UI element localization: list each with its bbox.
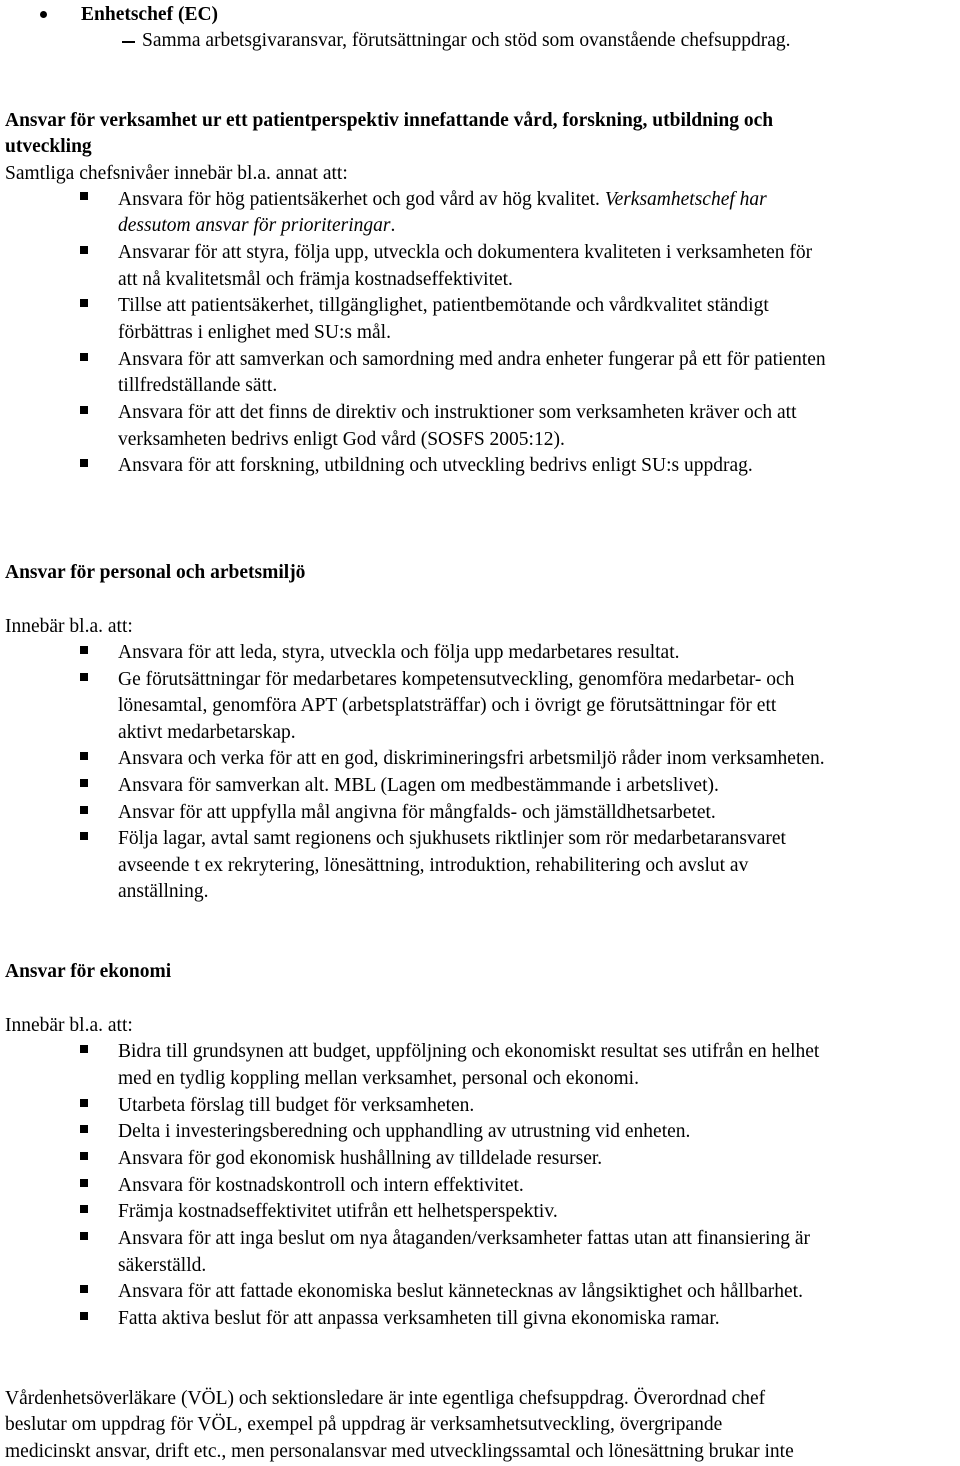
square-bullet-icon bbox=[80, 832, 88, 840]
square-bullet-icon bbox=[80, 646, 88, 654]
list-item: Ansvarar för att styra, följa upp, utveckla och dokumentera kvaliteten i verksamheten för bbox=[118, 242, 813, 263]
list-item: Ansvara för kostnadskontroll och intern effektivitet. bbox=[118, 1175, 524, 1196]
list-item: Ansvara för att fattade ekonomiska beslut kännetecknas av långsiktighet och hållbarhet. bbox=[118, 1281, 803, 1302]
list-item-cont: förbättras i enlighet med SU:s mål. bbox=[118, 322, 391, 343]
closing-line2: beslutar om uppdrag för VÖL, exempel på uppdrag är verksamhetsutveckling, övergripande bbox=[5, 1414, 723, 1435]
square-bullet-icon bbox=[80, 1125, 88, 1133]
section3-intro: Innebär bl.a. att: bbox=[5, 1015, 133, 1036]
square-bullet-icon bbox=[80, 673, 88, 681]
list-item: Ansvara för att leda, styra, utveckla och följa upp medarbetares resultat. bbox=[118, 642, 680, 663]
square-bullet-icon bbox=[80, 752, 88, 760]
list-item: Tillse att patientsäkerhet, tillgänglighet, patientbemötande och vårdkvalitet ständigt bbox=[118, 295, 769, 316]
square-bullet-icon bbox=[80, 1232, 88, 1240]
square-bullet-icon bbox=[80, 1152, 88, 1160]
list-item: Ansvara för att samverkan och samordning med andra enheter fungerar på ett för patienten bbox=[118, 349, 826, 370]
list-item-cont: anställning. bbox=[118, 881, 209, 902]
dash-icon bbox=[122, 41, 135, 43]
section1-heading-line1: Ansvar för verksamhet ur ett patientperspektiv innefattande vård, forskning, utbildning och bbox=[5, 110, 774, 131]
list-item-cont: avseende t ex rekrytering, lönesättning, introduktion, rehabilitering och avslut av bbox=[118, 855, 749, 876]
square-bullet-icon bbox=[80, 1285, 88, 1293]
list-item: Följa lagar, avtal samt regionens och sjukhusets riktlinjer som rör medarbetaransvaret bbox=[118, 828, 786, 849]
section2-heading: Ansvar för personal och arbetsmiljö bbox=[5, 562, 306, 583]
list-item: Ansvara och verka för att en god, diskrimineringsfri arbetsmiljö råder inom verksamheten. bbox=[118, 748, 825, 769]
section1-heading-line2: utveckling bbox=[5, 136, 92, 157]
ec-title: Enhetschef (EC) bbox=[81, 4, 219, 25]
list-item: Främja kostnadseffektivitet utifrån ett helhetsperspektiv. bbox=[118, 1201, 558, 1222]
closing-line1: Vårdenhetsöverläkare (VÖL) och sektionsledare är inte egentliga chefsuppdrag. Överordnad chef bbox=[5, 1388, 766, 1409]
list-item-text: Ansvara för hög patientsäkerhet och god vård av hög kvalitet. bbox=[118, 189, 605, 210]
list-item: Ansvara för att det finns de direktiv och instruktioner som verksamheten kräver och att bbox=[118, 402, 797, 423]
square-bullet-icon bbox=[80, 1045, 88, 1053]
list-item-italic-text: Verksamhetschef har bbox=[604, 189, 767, 210]
square-bullet-icon bbox=[80, 1205, 88, 1213]
square-bullet-icon bbox=[80, 299, 88, 307]
list-item: Ansvara för att inga beslut om nya åtaganden/verksamheter fattas utan att finansiering är bbox=[118, 1228, 810, 1249]
list-item-italic-text: dessutom ansvar för prioriteringar bbox=[118, 215, 391, 236]
list-item bbox=[118, 187, 767, 214]
list-item-cont: aktivt medarbetarskap. bbox=[118, 722, 296, 743]
square-bullet-icon bbox=[80, 1179, 88, 1187]
square-bullet-icon bbox=[80, 406, 88, 414]
list-item: Ge förutsättningar för medarbetares kompetensutveckling, genomföra medarbetar- och bbox=[118, 669, 795, 690]
list-item-cont: verksamheten bedrivs enligt God vård (SOSFS 2005:12). bbox=[118, 429, 565, 450]
square-bullet-icon bbox=[80, 1099, 88, 1107]
square-bullet-icon bbox=[80, 246, 88, 254]
list-item: Ansvara för samverkan alt. MBL (Lagen om medbestämmande i arbetslivet). bbox=[118, 775, 719, 796]
list-item: Ansvara för god ekonomisk hushållning av tilldelade resurser. bbox=[118, 1148, 603, 1169]
list-item: Fatta aktiva beslut för att anpassa verksamheten till givna ekonomiska ramar. bbox=[118, 1308, 720, 1329]
list-item: Ansvara för att forskning, utbildning och utveckling bedrivs enligt SU:s uppdrag. bbox=[118, 455, 753, 476]
section1-intro: Samtliga chefsnivåer innebär bl.a. annat att: bbox=[5, 163, 348, 184]
list-item-text: . bbox=[390, 215, 396, 236]
list-item: Utarbeta förslag till budget för verksamheten. bbox=[118, 1095, 475, 1116]
list-item-cont: säkerställd. bbox=[118, 1255, 207, 1276]
list-item: Bidra till grundsynen att budget, uppföljning och ekonomiskt resultat ses utifrån en helhet bbox=[118, 1041, 820, 1062]
square-bullet-icon bbox=[80, 353, 88, 361]
square-bullet-icon bbox=[80, 806, 88, 814]
list-item: Delta i investeringsberedning och upphandling av utrustning vid enheten. bbox=[118, 1121, 691, 1142]
list-item-cont: att nå kvalitetsmål och främja kostnadseffektivitet. bbox=[118, 269, 513, 290]
square-bullet-icon bbox=[80, 192, 88, 200]
square-bullet-icon bbox=[80, 1312, 88, 1320]
section2-intro: Innebär bl.a. att: bbox=[5, 616, 133, 637]
square-bullet-icon bbox=[80, 459, 88, 467]
list-item: Ansvar för att uppfylla mål angivna för mångfalds- och jämställdhetsarbetet. bbox=[118, 802, 716, 823]
square-bullet-icon bbox=[80, 779, 88, 787]
list-item-cont: med en tydlig koppling mellan verksamhet, personal och ekonomi. bbox=[118, 1068, 639, 1089]
list-item-cont bbox=[118, 213, 395, 240]
bullet-dot-icon bbox=[40, 11, 47, 18]
ec-subtitle: Samma arbetsgivaransvar, förutsättningar och stöd som ovanstående chefsuppdrag. bbox=[142, 30, 791, 51]
list-item-cont: tillfredställande sätt. bbox=[118, 375, 278, 396]
section3-heading: Ansvar för ekonomi bbox=[5, 961, 172, 982]
closing-line3: medicinskt ansvar, drift etc., men personalansvar med utvecklingssamtal och lönesättning brukar inte bbox=[5, 1441, 794, 1462]
list-item-cont: lönesamtal, genomföra APT (arbetsplatsträffar) och i övrigt ge förutsättningar för ett bbox=[118, 695, 777, 716]
